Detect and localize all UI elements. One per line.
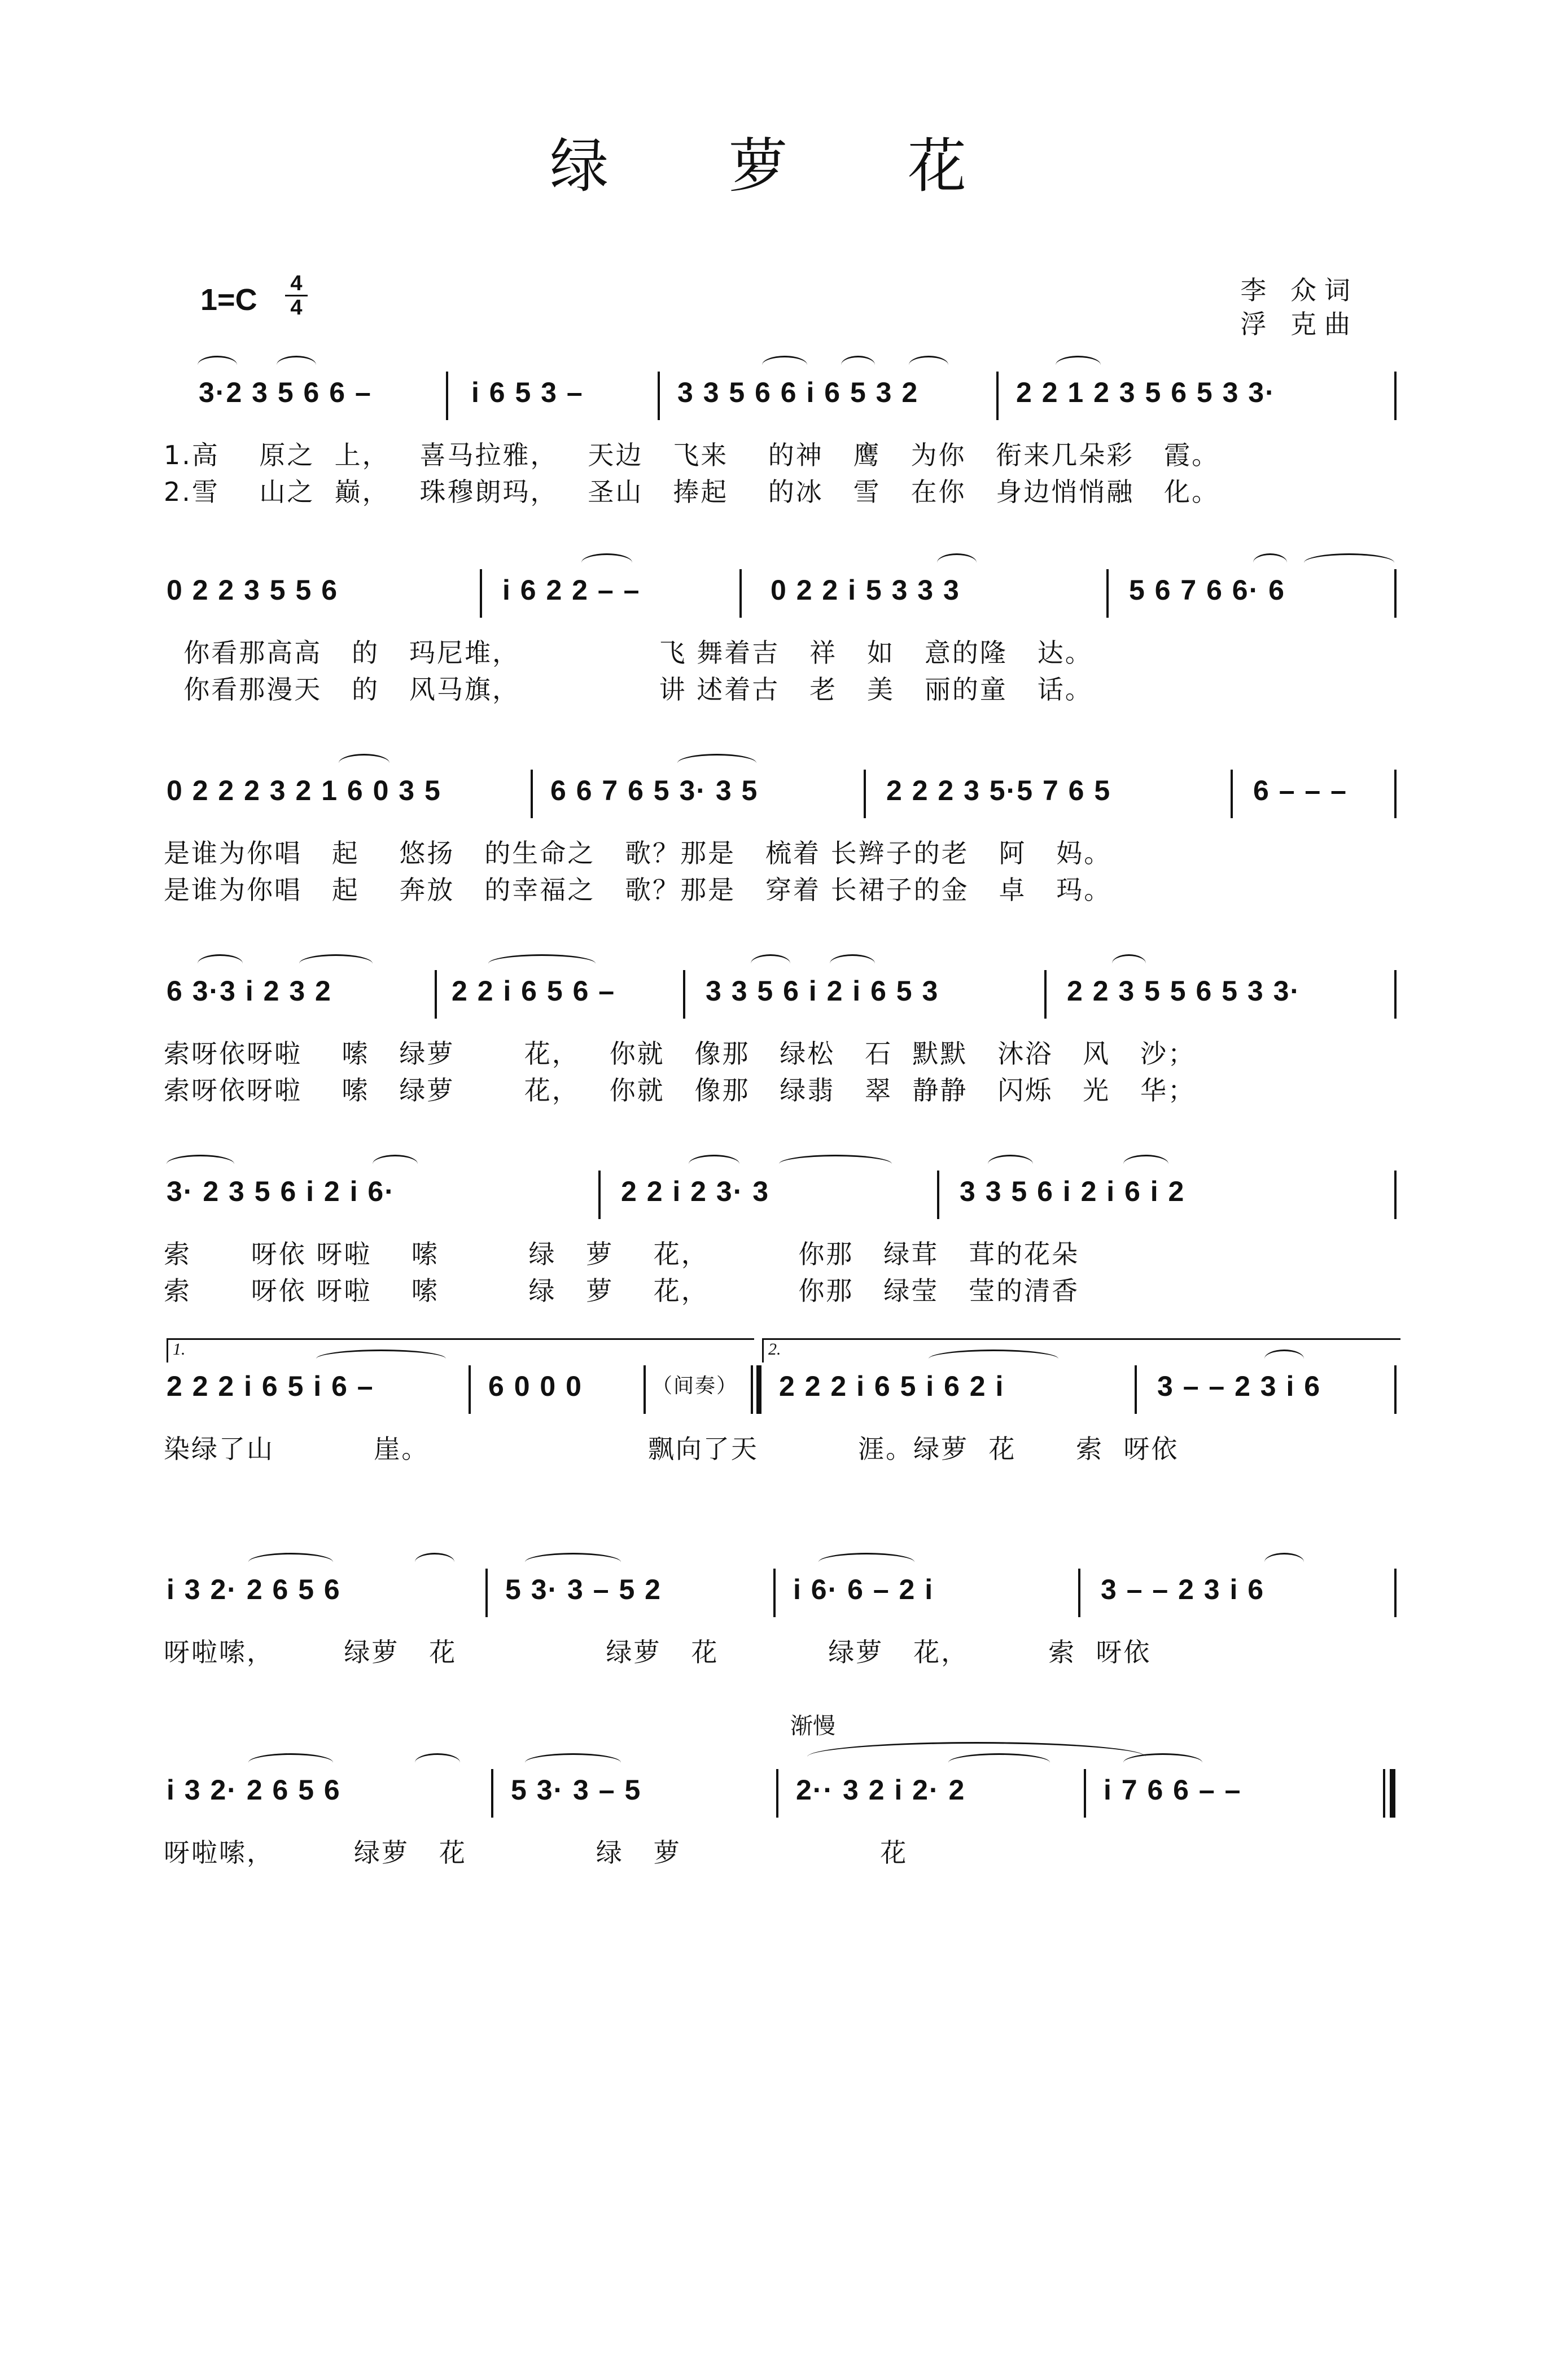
slur xyxy=(937,553,977,572)
measure: 5 3· 3 – 5 2 xyxy=(505,1574,662,1605)
time-signature xyxy=(285,272,308,319)
bar-line xyxy=(469,1365,471,1414)
measure: 0 2 2 2 3 2 1 6 0 3 5 xyxy=(167,775,441,806)
slur xyxy=(841,356,875,374)
bar-line xyxy=(1106,569,1109,618)
measure: i 7 6 6 – – xyxy=(1104,1774,1242,1806)
measure: 3 3 5 6 6 i 6 5 3 2 xyxy=(677,377,919,408)
measure: i 6 2 2 – – xyxy=(502,574,641,606)
slur xyxy=(248,1553,333,1571)
measure: 6 6 7 6 5 3· 3 5 xyxy=(550,775,759,806)
tempo-marking: 渐慢 xyxy=(790,1713,835,1739)
slur xyxy=(316,1350,446,1368)
measure: 2 2 2 i 6 5 i 6 – xyxy=(167,1370,374,1402)
lyric-verse-1: 索 呀依 呀啦 嗦 绿 萝 花， 你那 绿茸 茸的花朵 xyxy=(164,1239,1080,1269)
bar-line xyxy=(446,372,448,420)
slur xyxy=(751,954,790,973)
slur xyxy=(248,1753,333,1772)
final-barline xyxy=(1383,1769,1397,1818)
bar-line xyxy=(1084,1769,1086,1818)
measure: 0 2 2 3 5 5 6 xyxy=(167,574,339,606)
measure: 3· 2 3 5 6 i 2 i 6· xyxy=(167,1176,395,1207)
measure: 3 3 5 6 i 2 i 6 5 3 xyxy=(706,975,939,1007)
bar-line xyxy=(1394,1171,1397,1219)
slur xyxy=(1112,954,1146,973)
bar-line xyxy=(773,1569,776,1617)
measure: 2 2 2 3 5·5 7 6 5 xyxy=(886,775,1111,806)
bar-line xyxy=(683,970,685,1019)
key-signature: 1=C xyxy=(200,283,257,317)
bar-line xyxy=(658,372,660,420)
slur xyxy=(581,553,632,572)
slur xyxy=(415,1753,460,1772)
measure: 3·2 3 5 6 6 – xyxy=(199,377,372,408)
interlude-marking: （间奏） xyxy=(652,1374,738,1398)
measure: 5 3· 3 – 5 xyxy=(511,1774,642,1806)
time-signature-bottom: 4 xyxy=(290,296,303,320)
slur xyxy=(1056,356,1101,374)
slur xyxy=(779,1155,892,1173)
first-ending-bracket: 1. xyxy=(167,1338,754,1363)
bar-line xyxy=(644,1365,646,1414)
measure: 6 0 0 0 xyxy=(488,1370,583,1402)
bar-line xyxy=(864,770,866,818)
slur xyxy=(277,356,316,374)
slur xyxy=(948,1753,1050,1772)
slur xyxy=(988,1155,1033,1173)
measure: 2 2 2 i 6 5 i 6 2 i xyxy=(779,1370,1005,1402)
bar-line xyxy=(1394,372,1397,420)
notes-row xyxy=(164,1558,1417,1621)
measure: 2·· 3 2 i 2· 2 xyxy=(796,1774,966,1806)
measure: i 6· 6 – 2 i xyxy=(793,1574,934,1605)
lyric-verse-1: 索呀依呀啦 嗦 绿萝 花， 你就 像那 绿松 石 默默 沐浴 风 沙； xyxy=(164,1038,1196,1069)
measure: 2 2 1 2 3 5 6 5 3 3· xyxy=(1016,377,1276,408)
slur xyxy=(762,356,807,374)
slur xyxy=(677,754,756,772)
lyric-line: 呀啦嗦， 绿萝 花 绿萝 花 绿萝 花， 索 呀依 xyxy=(164,1637,1152,1667)
slur xyxy=(818,1553,914,1571)
slur xyxy=(198,356,237,374)
bar-line xyxy=(531,770,533,818)
second-ending-bracket: 2. xyxy=(762,1338,1400,1363)
bar-line xyxy=(1078,1569,1080,1617)
slur xyxy=(339,754,389,772)
measure: 2 2 i 6 5 6 – xyxy=(452,975,616,1007)
slur xyxy=(1123,1753,1202,1772)
measure: 3 3 5 6 i 2 i 6 i 2 xyxy=(960,1176,1185,1207)
bar-line xyxy=(1394,1365,1397,1414)
lyric-verse-1: 是谁为你唱 起 悠扬 的生命之 歌？那是 梳着 长辫子的老 阿 妈。 xyxy=(164,838,1112,868)
slur xyxy=(488,954,596,973)
slur xyxy=(198,954,243,973)
slur xyxy=(1253,553,1287,572)
bar-line xyxy=(1394,1569,1397,1617)
lyric-line: 呀啦嗦， 绿萝 花 绿 萝 花 xyxy=(164,1837,908,1868)
lyric-verse-1: 1.高 原之 上， 喜马拉雅， 天边 飞来 的神 鹰 为你 衔来几朵彩 霞。 xyxy=(164,440,1220,470)
measure: 3 – – 2 3 i 6 xyxy=(1101,1574,1265,1605)
lyric-verse-2: 索呀依呀啦 嗦 绿萝 花， 你就 像那 绿翡 翠 静静 闪烁 光 华； xyxy=(164,1075,1196,1106)
measure: 0 2 2 i 5 3 3 3 xyxy=(771,574,960,606)
measure: 2 2 i 2 3· 3 xyxy=(621,1176,770,1207)
lyric-verse-2: 索 呀依 呀啦 嗦 绿 萝 花， 你那 绿莹 莹的清香 xyxy=(164,1276,1080,1306)
measure: 2 2 3 5 5 6 5 3 3· xyxy=(1067,975,1301,1007)
composer-credit: 浮 克曲 xyxy=(1240,309,1358,339)
slur xyxy=(373,1155,418,1173)
measure: 6 – – – xyxy=(1253,775,1347,806)
slur xyxy=(415,1553,454,1571)
slur xyxy=(525,1553,621,1571)
slur xyxy=(525,1753,621,1772)
slur xyxy=(1304,553,1394,572)
notes-row xyxy=(164,559,1417,621)
bar-line xyxy=(1394,569,1397,618)
bar-line xyxy=(1044,970,1047,1019)
slur xyxy=(1264,1350,1304,1368)
bar-line xyxy=(1135,1365,1137,1414)
slur xyxy=(1123,1155,1168,1173)
bar-line xyxy=(598,1171,601,1219)
measure: 6 3·3 i 2 3 2 xyxy=(167,975,332,1007)
bar-line xyxy=(480,569,482,618)
slur xyxy=(299,954,373,973)
measure: 3 – – 2 3 i 6 xyxy=(1157,1370,1321,1402)
lyric-verse-2: 2.雪 山之 巅， 珠穆朗玛， 圣山 捧起 的冰 雪 在你 身边悄悄融 化。 xyxy=(164,477,1220,507)
slur xyxy=(689,1155,739,1173)
bar-line xyxy=(485,1569,488,1617)
lyric-verse-1: 你看那高高 的 玛尼堆， 飞 舞着吉 祥 如 意的隆 达。 xyxy=(164,637,1093,668)
measure: i 6 5 3 – xyxy=(471,377,584,408)
notes-row xyxy=(164,1759,1417,1821)
lyric-verse-2: 是谁为你唱 起 奔放 的幸福之 歌？那是 穿着 长裙子的金 卓 玛。 xyxy=(164,875,1112,905)
bar-line xyxy=(491,1769,493,1818)
lyric-verse-2: 你看那漫天 的 风马旗， 讲 述着古 老 美 丽的童 话。 xyxy=(164,674,1093,705)
slur xyxy=(830,954,875,973)
bar-line xyxy=(937,1171,939,1219)
repeat-end-barline xyxy=(751,1365,761,1414)
bar-line xyxy=(435,970,437,1019)
bar-line xyxy=(1394,970,1397,1019)
bar-line xyxy=(739,569,742,618)
lyricist-credit: 李 众词 xyxy=(1240,275,1358,305)
bar-line xyxy=(776,1769,778,1818)
slur xyxy=(909,356,948,374)
bar-line xyxy=(996,372,999,420)
page-title: 绿 萝 花 xyxy=(549,132,1018,200)
lyric-line: 染绿了山 崖。 飘向了天 涯。绿萝 花 索 呀依 xyxy=(164,1434,1179,1464)
slur xyxy=(1264,1553,1304,1571)
measure: 5 6 7 6 6· 6 xyxy=(1129,574,1285,606)
slur xyxy=(929,1350,1058,1368)
measure: i 3 2· 2 6 5 6 xyxy=(167,1574,341,1605)
time-signature-top: 4 xyxy=(290,272,303,295)
bar-line xyxy=(1394,770,1397,818)
slur xyxy=(167,1155,234,1173)
bar-line xyxy=(1231,770,1233,818)
measure: i 3 2· 2 6 5 6 xyxy=(167,1774,341,1806)
